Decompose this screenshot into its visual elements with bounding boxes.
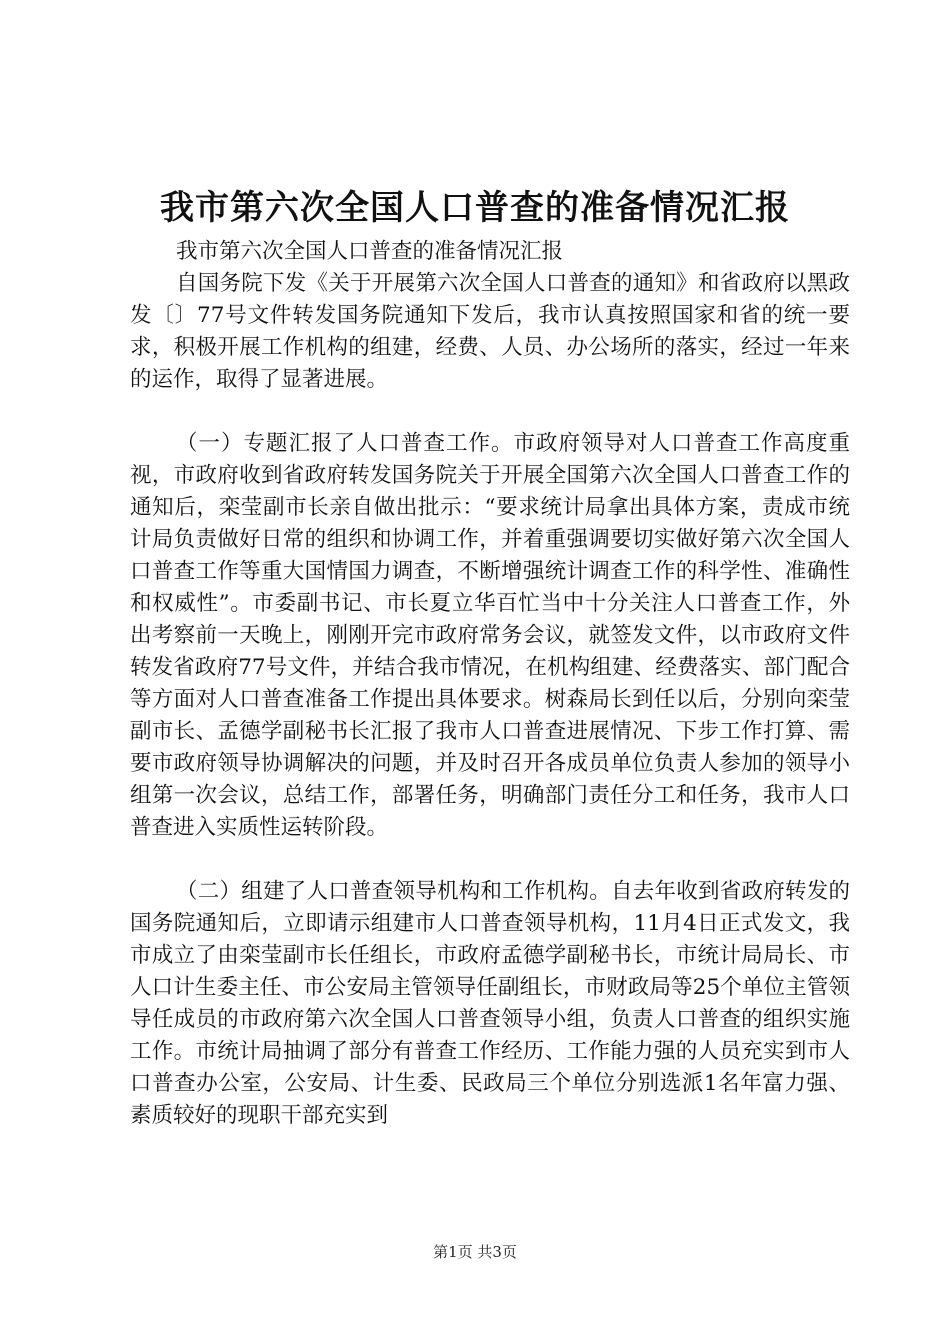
paragraph-section-2: （二）组建了人口普查领导机构和工作机构。自去年收到省政府转发的国务院通知后，立即请示组建市人口普查领导机构，11月4日正式发文，我市成立了由栾莹副市长任组长，市政府孟德学副秘书长，市统计局局长、市人口计生委主任、市公安局主管领导任副组长，市财政局等25个单位主管领导任成员的市政府第六次全国人口普查领导小组，负责人口普查的组织实施工作。市统计局抽调了部分有普查工作经历、工作能力强的人员充实到市人口普查办公室，公安局、计生委、民政局三个单位分别选派1名年富力强、素质较好的现职干部充实到 — [130, 879, 850, 1128]
paragraph-section-1: （一）专题汇报了人口普查工作。市政府领导对人口普查工作高度重视，市政府收到省政府转发国务院关于开展全国第六次全国人口普查工作的通知后，栾莹副市长亲自做出批示：“要求统计局拿出具体方案，责成市统计局负责做好日常的组织和协调工作，并着重强调要切实做好第六次全国人口普查工作等重大国情国力调查，不断增强统计调查工作的科学性、准确性和权威性”。市委副书记、市长夏立华百忙当中十分关注人口普查工作，外出考察前一天晚上，刚刚开完市政府常务会议，就签发文件，以市政府文件转发省政府77号文件，并结合我市情况，在机构组建、经费落实、部门配合等方面对人口普查准备工作提出具体要求。树森局长到任以后，分别向栾莹副市长、孟德学副秘书长汇报了我市人口普查进展情况、下步工作打算、需要市政府领导协调解决的问题，并及时召开各成员单位负责人参加的领导小组第一次会议，总结工作，部署任务，明确部门责任分工和任务，我市人口普查进入实质性运转阶段。 — [130, 431, 850, 840]
document-title: 我市第六次全国人口普查的准备情况汇报 — [160, 188, 790, 228]
paragraph-intro: 自国务院下发《关于开展第六次全国人口普查的通知》和省政府以黑政发〔〕77号文件转发国务院通知下发后，我市认真按照国家和省的统一要求，积极开展工作机构的组建，经费、人员、办公场所的落实，经过一年来的运作，取得了显著进展。 — [130, 271, 850, 392]
document-subtitle: 我市第六次全国人口普查的准备情况汇报 — [176, 239, 564, 264]
document-body — [130, 236, 850, 1132]
page-number-footer: 第1页 共3页 — [433, 1243, 517, 1261]
